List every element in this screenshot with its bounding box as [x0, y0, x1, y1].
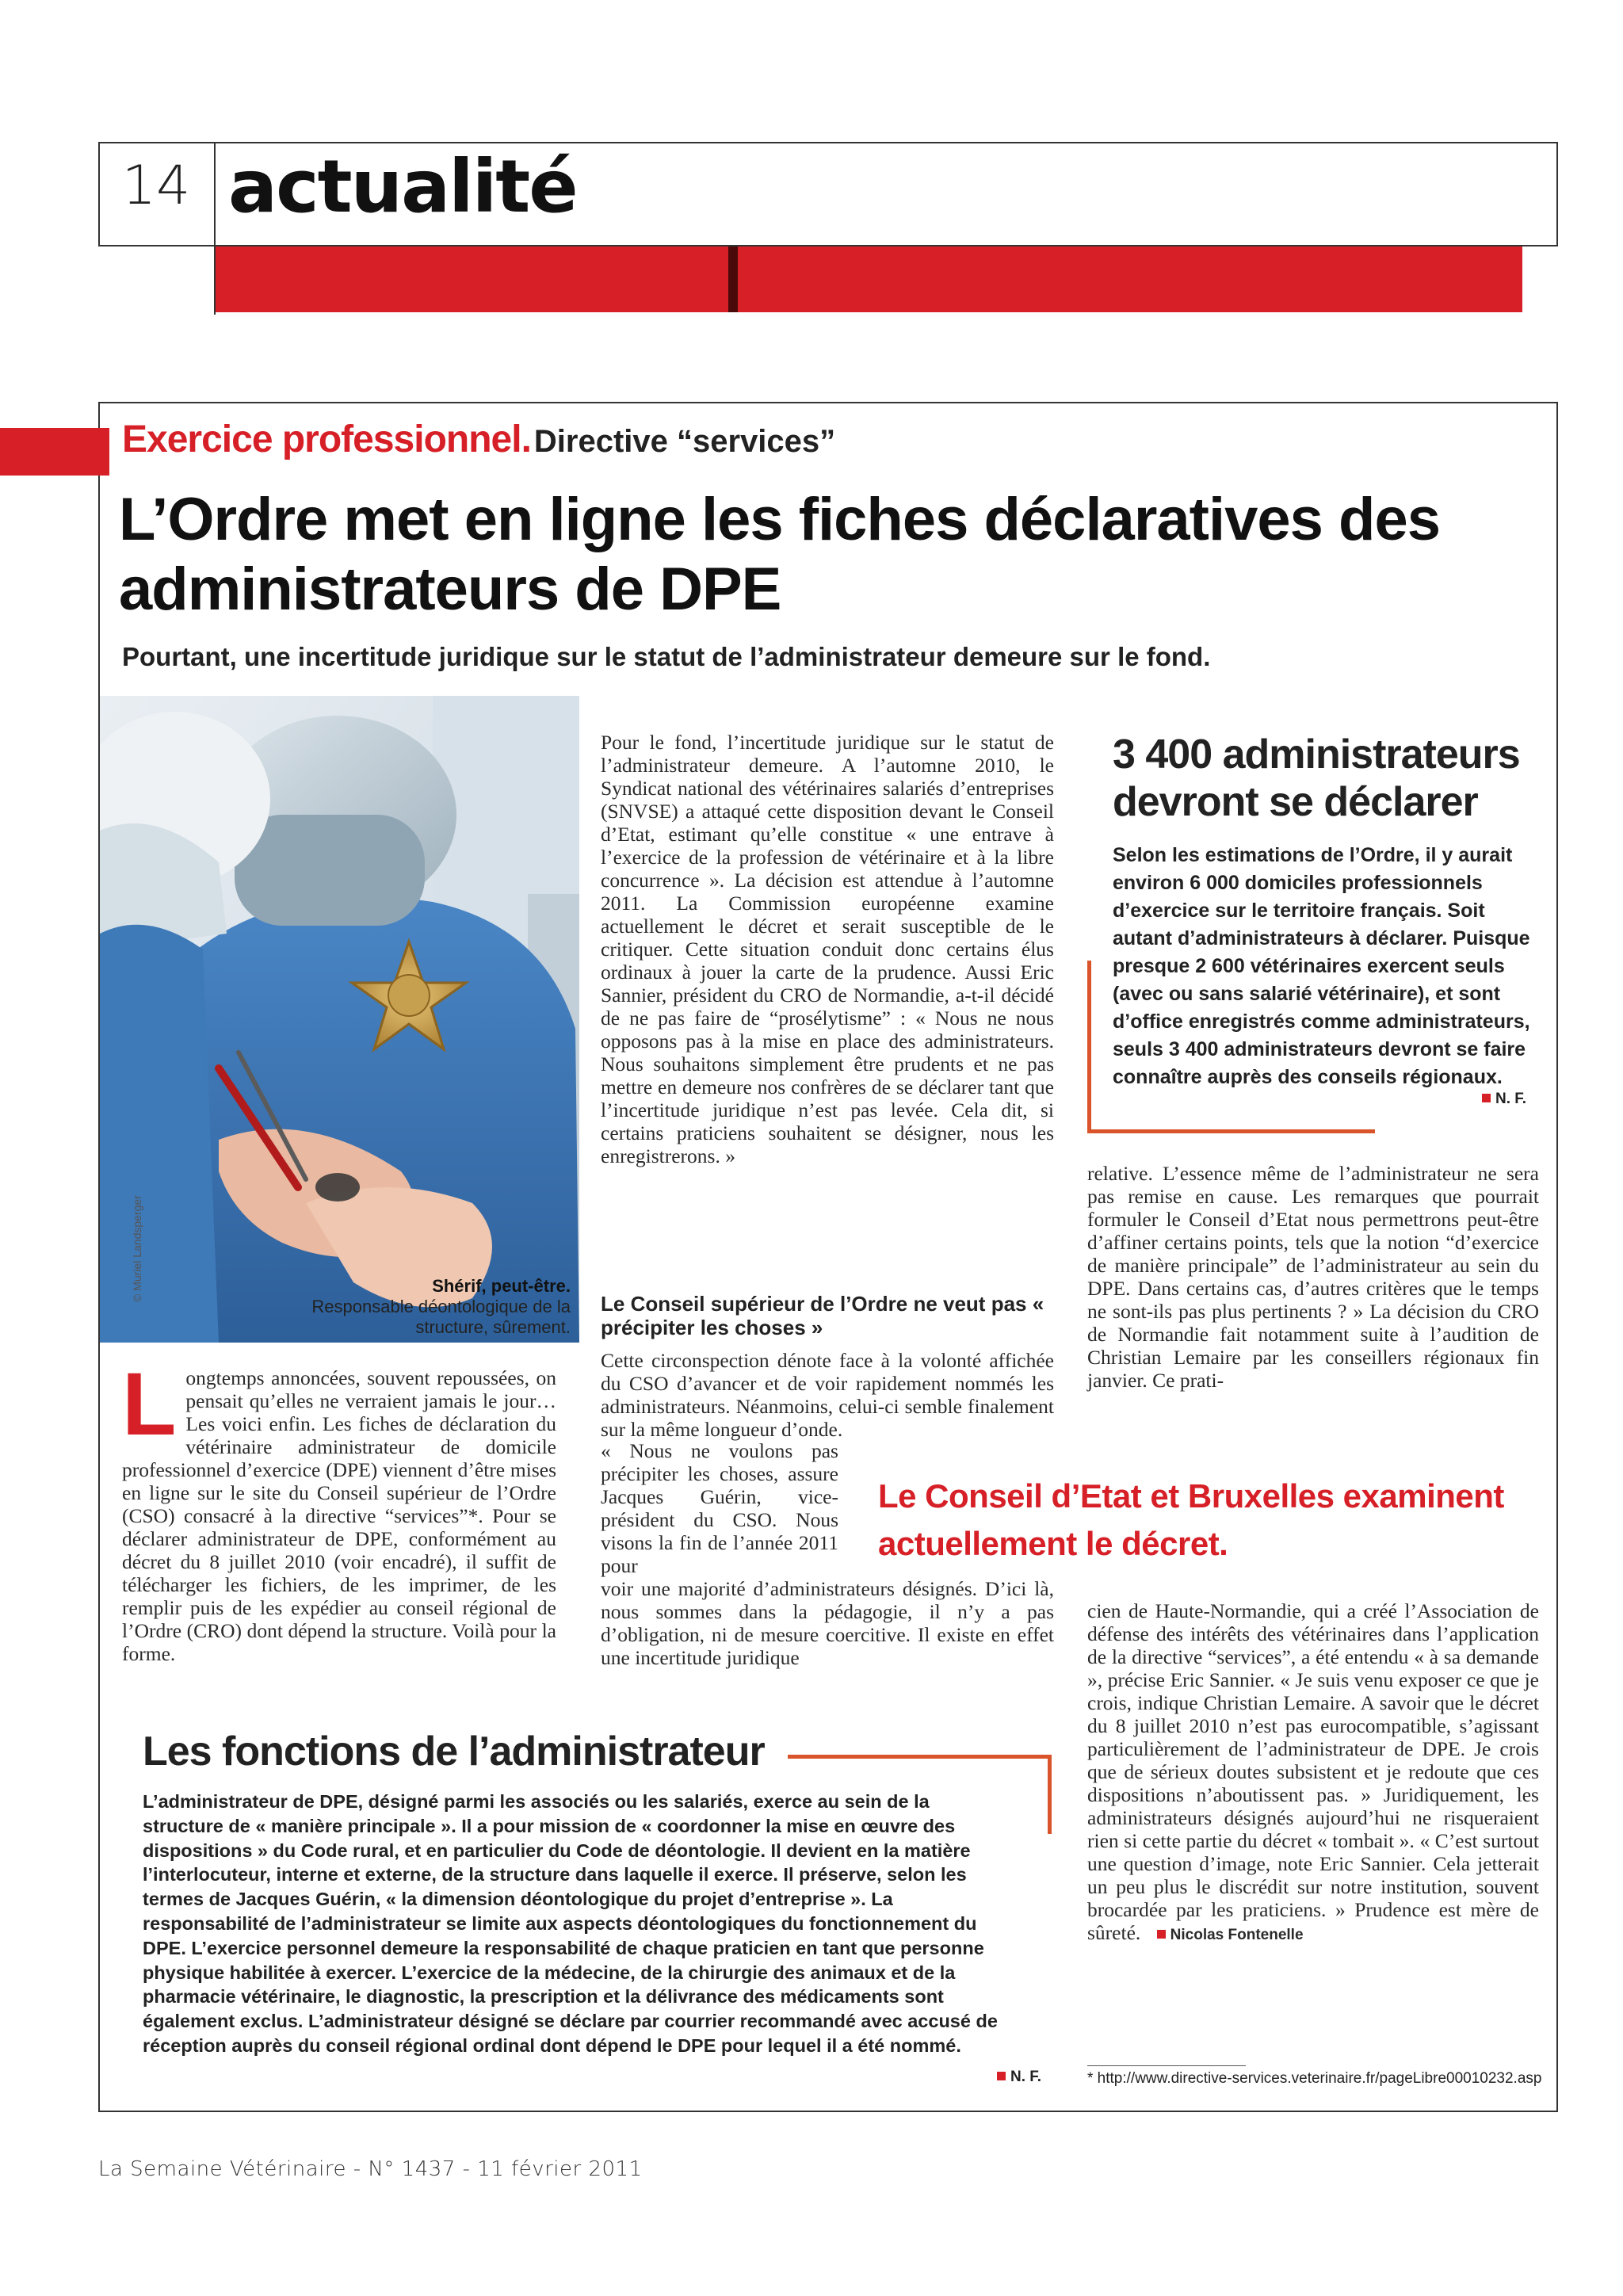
- article-column-3-middle: relative. L’essence même de l’administrateur ne sera pas remise en cause. Les remarques que pourrait formuler le Conseil d’Etat nous permettrons peut-être d’affiner certains points, tels que la notion “d’exercice de manière principale” de l’administrateur au sein du DPE. Dans certains cas, d’autres critères que le temps ne sont-ils pas plus pertinents ? » La décision du CRO de Normandie fait notamment suite à l’audition de Christian Lemaire par les conseillers régionaux fin janvier. Ce prati-: [1087, 1162, 1539, 1392]
- photo-caption-title: Shérif, peut-être.: [432, 1276, 571, 1296]
- box2-horizontal-rule: [788, 1755, 1051, 1759]
- functions-box-signature: [997, 2069, 1041, 2086]
- pull-quote: Le Conseil d’Etat et Bruxelles examinent actuellement le décret.: [878, 1477, 1504, 1562]
- sidebar-box-text: Selon les estimations de l’Ordre, il y aurait environ 6 000 domiciles professionnels d’exercice sur le territoire français. Soit autant d’administrateurs à déclarer. Puisque presque 2 600 vétérinaires exercent seuls (avec ou sans salarié vétérinaire), et sont d’office enregistrés comme administrateurs, seuls 3 400 administrateurs devront se faire connaître auprès des conseils régionaux.: [1113, 844, 1530, 1088]
- box1-horizontal-rule: [1087, 1129, 1375, 1133]
- footnote-rule: [1087, 2065, 1246, 2066]
- box1-vertical-rule: [1087, 961, 1091, 1133]
- author-name: Nicolas Fontenelle: [1170, 1927, 1304, 1943]
- column-3-text: cien de Haute-Normandie, qui a créé l’Association de défense des intérêts des vétérinaires dans l’application de la directive “services”, a été entendu « à sa demande », précise Eric Sannier. « Je suis venu exposer ce que je crois, indique Christian Lemaire. A savoir que le décret du 8 juillet 2010 n’est pas eurocompatible, s’agissant particulièrement de l’administrateur de DPE. Je crois que de sérieux doutes subsistent et je redoute que ces dispositions n’aboutissent pas. » Juridiquement, les administrateurs désignés aujourd’hui ne risqueraient rien si cette partie du décret « tombait ». « C’est surtout une question d’image, note Eric Sannier. Cela jetterait un peu plus le discrédit sur notre institution, souvent brocardée par les praticiens. » Prudence est mère de sûreté.: [1087, 1599, 1539, 1944]
- page-number: 14: [121, 155, 191, 217]
- section-rubric: actualité: [228, 144, 577, 229]
- article-headline: L’Ordre met en ligne les fiches déclaratives des administrateurs de DPE: [119, 486, 1440, 623]
- author-signature: [1157, 1927, 1304, 1943]
- photo-caption-text: Responsable déontologique de la structure, sûrement.: [311, 1297, 571, 1337]
- article-column-2-bottom: voir une majorité d’administrateurs désignés. D’ici là, nous sommes dans la pédagogie, il n’y a pas d’obligation, ni de mesure coercitive. Il existe en effet une incertitude juridique: [601, 1577, 1054, 1669]
- article-top-rule: [98, 402, 1558, 403]
- article-standfirst: Pourtant, une incertitude juridique sur le statut de l’administrateur demeure sur le fond.: [122, 642, 1211, 671]
- functions-box-title: Les fonctions de l’administrateur: [143, 1729, 765, 1775]
- article-photo: [100, 696, 579, 1343]
- square-bullet-icon: [1482, 1094, 1491, 1102]
- functions-box-text: L’administrateur de DPE, désigné parmi les associés ou les salariés, exerce au sein de la structure de « manière principale ». Il a pour mission de « coordonner la mise en œuvre des dispositions » du Code rural, et en particulier du Code de déontologie. Il devient en la matière l’interlocuteur, interne et externe, de la structure dans laquelle il exerce. Il préserve, selon les termes de Jacques Guérin, « la dimension déontologique du projet d’entreprise ». La responsabilité de l’administrateur se limite aux aspects déontologiques du fonctionnement du DPE. L’exercice personnel demeure la responsabilité de chaque praticien en tant que personne physique habilitée à exercer. L’exercice de la médecine, de la chirurgie des animaux et de la pharmacie vétérinaire, le diagnostic, la prescription et la délivrance des médicaments sont également exclus. L’administrateur désigné se déclare par courrier recommandé avec accusé de réception auprès du conseil régional ordinal dont dépend le DPE pour lequel il a été nommé.: [143, 1791, 998, 2056]
- article-column-3-bottom: [1087, 1599, 1539, 1946]
- drop-cap: L: [122, 1354, 177, 1454]
- red-band-shadow: [728, 246, 738, 312]
- article-kicker: [122, 418, 835, 461]
- article-column-2-top: Pour le fond, l’incertitude juridique sur le statut de l’administrateur demeure. A l’automne 2010, le Syndicat national des vétérinaires salariés d’entreprises (SNVSE) a attaqué cette disposition devant le Conseil d’Etat, estimant qu’elle constitue « une entrave à l’exercice de la profession de vétérinaire et à la libre concurrence ». La décision est attendue à l’automne 2011. La Commission européenne examine actuellement le décret et serait susceptible de le critiquer. Cette situation conduit donc certains élus ordinaux à jouer la carte de la prudence. Aussi Eric Sannier, président du CRO de Normandie, a-t-il décidé de ne pas faire de “prosélytisme” : « Nous ne nous opposons pas à la mise en place des administrateurs. Nous souhaitons simplement être prudents et ne pas mettre en demeure nos confrères de se déclarer tant que l’incertitude juridique n’est pas levée. Cela dit, si certains praticiens souhaitent se désigner, nous les enregistrerons. »: [601, 731, 1054, 1167]
- sidebar-box-signature: [1482, 1091, 1526, 1108]
- box2-vertical-rule: [1048, 1755, 1052, 1834]
- column-1-text: ongtemps annoncées, souvent repoussées, on pensait qu’elles ne verraient jamais le jour… Les voici enfin. Les fiches de déclaration du vétérinaire administrateur de domicile professionnel d’exercice (DPE) viennent d’être mises en ligne sur le site du Conseil supérieur de l’Ordre (CSO) consacré à la directive “services”*. Pour se déclarer administrateur de DPE, conformément au décret du 8 juillet 2010 (voir encadré), il suffit de télécharger les fichiers, de les imprimer, de les remplir puis de les expédier au conseil régional de l’Ordre (CRO) dont dépend la structure. Voilà pour la forme.: [122, 1366, 556, 1665]
- article-subheading: Le Conseil supérieur de l’Ordre ne veut pas « précipiter les choses »: [601, 1292, 1044, 1339]
- photo-credit: © Muriel Landsperger: [131, 1195, 143, 1302]
- red-header-band: [216, 246, 1522, 312]
- box2-signature-text: N. F.: [1010, 2069, 1042, 2085]
- kicker-red-tab: [0, 428, 109, 476]
- article-column-2-narrow: « Nous ne voulons pas précipiter les choses, assure Jacques Guérin, vice-président du CSO. Nous visons la fin de l’année 2011 pour: [601, 1439, 838, 1577]
- page-footer: La Semaine Vétérinaire - N° 1437 - 11 février 2011: [98, 2157, 643, 2181]
- kicker-topic: Directive “services”: [533, 424, 836, 459]
- square-bullet-icon: [1157, 1930, 1166, 1939]
- surgeons-photo: [100, 696, 579, 1343]
- box1-signature-text: N. F.: [1495, 1091, 1527, 1107]
- footnote: * http://www.directive-services.veterinaire.fr/pageLibre00010232.asp: [1087, 2070, 1542, 2087]
- square-bullet-icon: [997, 2072, 1006, 2080]
- kicker-category: Exercice professionnel.: [122, 418, 531, 460]
- sidebar-box-title: 3 400 administrateurs devront se déclarer: [1113, 732, 1520, 825]
- article-column-1: [122, 1354, 556, 1665]
- article-column-2-middle: Cette circonspection dénote face à la volonté affichée du CSO d’avancer et de voir rapidement nommés les administrateurs. Néanmoins, celui-ci semble finalement sur la même longueur d’onde.: [601, 1349, 1054, 1441]
